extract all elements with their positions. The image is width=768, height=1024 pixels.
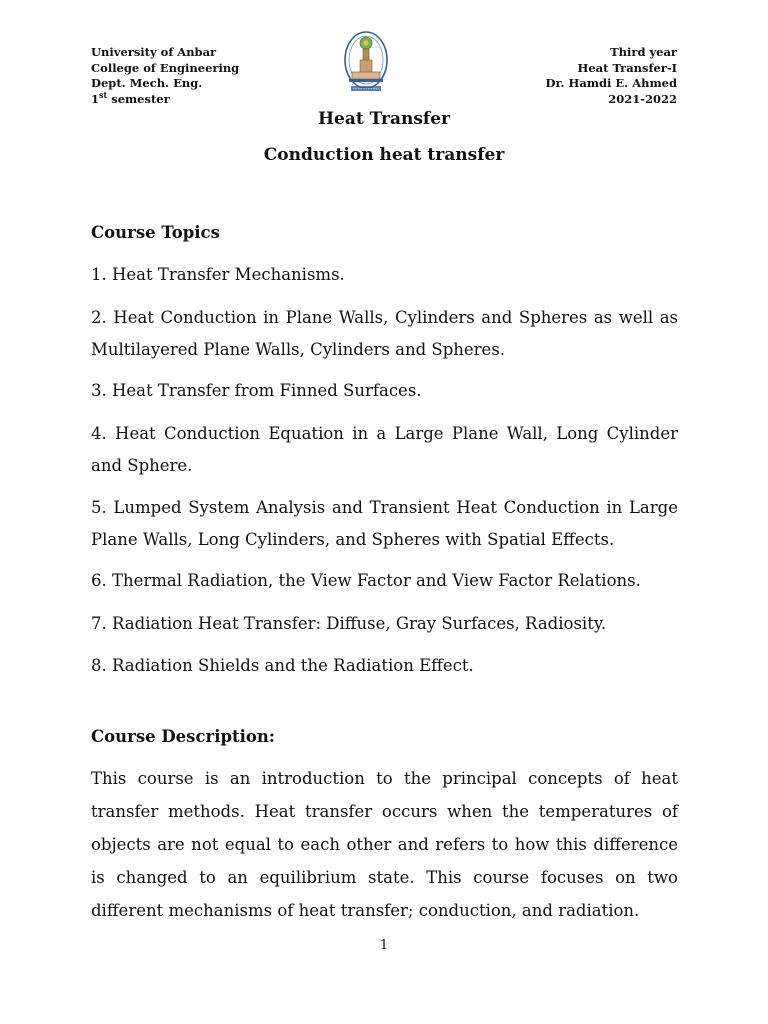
page-title: Heat Transfer (317, 109, 451, 129)
department-name: Dept. Mech. Eng. (91, 76, 203, 90)
semester-number: 1 (91, 91, 100, 106)
instructor-name: Dr. Hamdi E. Ahmed (545, 76, 677, 90)
university-name: University of Anbar (91, 45, 217, 59)
topic-item: 1. Heat Transfer Mechanisms. (91, 265, 345, 284)
topic-item: 2. Heat Conduction in Plane Walls, Cylinders and Spheres as well as Multilayered Plane Walls, Cylinders and Spheres. (91, 308, 678, 359)
college-name: College of Engineering (91, 60, 240, 75)
course-description-heading: Course Description: (91, 727, 275, 746)
topic-item: 8. Radiation Shields and the Radiation Effect. (91, 656, 474, 675)
topic-item: 3. Heat Transfer from Finned Surfaces. (91, 381, 422, 400)
topic-item: 7. Radiation Heat Transfer: Diffuse, Gray Surfaces, Radiosity. (91, 614, 607, 633)
course-code: Heat Transfer-I (577, 60, 677, 75)
course-topics-heading: Course Topics (91, 223, 220, 242)
semester-word: semester (107, 91, 170, 106)
semester-label (91, 89, 239, 108)
header-right-block (546, 45, 677, 107)
topic-item: 4. Heat Conduction Equation in a Large Plane Wall, Long Cylinder and Sphere. (91, 424, 678, 475)
topic-item: 6. Thermal Radiation, the View Factor and View Factor Relations. (91, 571, 641, 590)
header-left-block (91, 45, 239, 107)
course-description-text: This course is an introduction to the principal concepts of heat transfer methods. Heat transfer occurs when the temperatures of objects are not equal to each other and refers to how this difference is changed to an equilibrium state. This course focuses on two different mechanisms of heat transfer; conduction, and radiation. (91, 769, 678, 920)
semester-suffix: st (99, 89, 108, 100)
university-emblem-icon (343, 30, 389, 96)
year-label: Third year (610, 45, 677, 59)
academic-year: 2021-2022 (608, 91, 677, 106)
topic-item: 5. Lumped System Analysis and Transient Heat Conduction in Large Plane Walls, Long Cylinders, and Spheres with Spatial Effects. (91, 498, 678, 549)
page-subtitle: Conduction heat transfer (263, 145, 505, 165)
page-number: 1 (379, 938, 389, 953)
